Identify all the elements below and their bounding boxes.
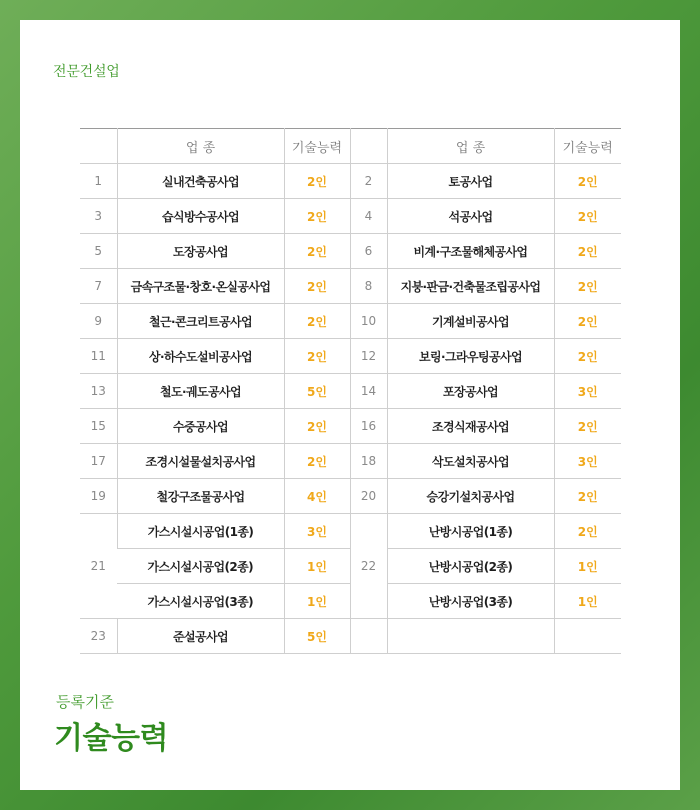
row-number: 23 <box>80 619 117 654</box>
capacity-value: 2인 <box>554 479 621 514</box>
capacity-value: 2인 <box>554 514 621 549</box>
industry-name: 가스시설시공업(3종) <box>117 584 284 619</box>
license-table <box>80 128 621 654</box>
header-capacity-left: 기술능력 <box>284 129 350 164</box>
footer-title: 기술능력 <box>54 721 168 756</box>
row-number: 17 <box>80 444 117 479</box>
header-no-right <box>350 129 387 164</box>
industry-name: 조경시설물설치공사업 <box>117 444 284 479</box>
table-row <box>80 444 621 479</box>
capacity-value: 2인 <box>554 339 621 374</box>
industry-name: 난방시공업(3종) <box>387 584 554 619</box>
industry-name: 도장공사업 <box>117 234 284 269</box>
industry-name: 보링·그라우팅공사업 <box>387 339 554 374</box>
table-row <box>80 269 621 304</box>
row-number: 6 <box>350 234 387 269</box>
header-capacity-right: 기술능력 <box>554 129 621 164</box>
capacity-value: 2인 <box>284 199 350 234</box>
capacity-value: 1인 <box>554 549 621 584</box>
row-number: 16 <box>350 409 387 444</box>
industry-name: 토공사업 <box>387 164 554 199</box>
row-number: 14 <box>350 374 387 409</box>
industry-name: 난방시공업(1종) <box>387 514 554 549</box>
row-number: 9 <box>80 304 117 339</box>
capacity-value: 2인 <box>284 234 350 269</box>
capacity-value: 3인 <box>554 444 621 479</box>
empty-cell <box>554 619 621 654</box>
row-number: 8 <box>350 269 387 304</box>
table-header-row <box>80 129 621 164</box>
capacity-value: 5인 <box>284 619 350 654</box>
table-row <box>80 304 621 339</box>
industry-name: 가스시설시공업(1종) <box>117 514 284 549</box>
table-body <box>80 164 621 654</box>
row-number: 2 <box>350 164 387 199</box>
capacity-value: 1인 <box>554 584 621 619</box>
industry-name: 삭도설치공사업 <box>387 444 554 479</box>
capacity-value: 2인 <box>284 304 350 339</box>
industry-name: 난방시공업(2종) <box>387 549 554 584</box>
industry-name: 비계·구조물해체공사업 <box>387 234 554 269</box>
capacity-value: 2인 <box>284 444 350 479</box>
capacity-value: 2인 <box>554 304 621 339</box>
industry-name: 가스시설시공업(2종) <box>117 549 284 584</box>
empty-cell <box>387 619 554 654</box>
capacity-value: 2인 <box>554 199 621 234</box>
capacity-value: 2인 <box>284 269 350 304</box>
capacity-value: 2인 <box>284 339 350 374</box>
industry-name: 수중공사업 <box>117 409 284 444</box>
industry-name: 습식방수공사업 <box>117 199 284 234</box>
row-number: 22 <box>350 514 387 619</box>
capacity-value: 2인 <box>284 409 350 444</box>
row-number: 1 <box>80 164 117 199</box>
capacity-value: 5인 <box>284 374 350 409</box>
capacity-value: 3인 <box>284 514 350 549</box>
row-number: 12 <box>350 339 387 374</box>
industry-name: 준설공사업 <box>117 619 284 654</box>
capacity-value: 1인 <box>284 549 350 584</box>
capacity-value: 2인 <box>554 269 621 304</box>
header-no-left <box>80 129 117 164</box>
table-row <box>80 199 621 234</box>
capacity-value: 2인 <box>554 409 621 444</box>
industry-name: 철도·궤도공사업 <box>117 374 284 409</box>
industry-name: 포장공사업 <box>387 374 554 409</box>
row-number: 3 <box>80 199 117 234</box>
header-type-right: 업 종 <box>387 129 554 164</box>
industry-name: 철근·콘크리트공사업 <box>117 304 284 339</box>
industry-name: 금속구조물·창호·온실공사업 <box>117 269 284 304</box>
row-number: 11 <box>80 339 117 374</box>
row-number: 4 <box>350 199 387 234</box>
row-number: 19 <box>80 479 117 514</box>
row-number: 20 <box>350 479 387 514</box>
industry-name: 조경식재공사업 <box>387 409 554 444</box>
capacity-value: 2인 <box>554 234 621 269</box>
table-row <box>80 234 621 269</box>
industry-name: 상·하수도설비공사업 <box>117 339 284 374</box>
header-type-left: 업 종 <box>117 129 284 164</box>
row-number: 15 <box>80 409 117 444</box>
industry-name: 실내건축공사업 <box>117 164 284 199</box>
row-number: 5 <box>80 234 117 269</box>
industry-name: 승강기설치공사업 <box>387 479 554 514</box>
capacity-value: 3인 <box>554 374 621 409</box>
industry-name: 석공사업 <box>387 199 554 234</box>
table-row <box>80 339 621 374</box>
industry-name: 철강구조물공사업 <box>117 479 284 514</box>
row-number: 21 <box>80 514 117 619</box>
content-panel <box>20 20 680 790</box>
row-number: 10 <box>350 304 387 339</box>
table-row <box>80 514 621 549</box>
footer-subtitle: 등록기준 <box>56 693 114 711</box>
table-row <box>80 619 621 654</box>
industry-name: 지붕·판금·건축물조립공사업 <box>387 269 554 304</box>
capacity-value: 2인 <box>554 164 621 199</box>
capacity-value: 2인 <box>284 164 350 199</box>
table-row <box>80 374 621 409</box>
row-number: 13 <box>80 374 117 409</box>
industry-name: 기계설비공사업 <box>387 304 554 339</box>
capacity-value: 4인 <box>284 479 350 514</box>
table-row <box>80 409 621 444</box>
empty-cell <box>350 619 387 654</box>
row-number: 7 <box>80 269 117 304</box>
table-row <box>80 164 621 199</box>
section-title: 전문건설업 <box>53 64 120 80</box>
row-number: 18 <box>350 444 387 479</box>
table-row <box>80 479 621 514</box>
capacity-value: 1인 <box>284 584 350 619</box>
